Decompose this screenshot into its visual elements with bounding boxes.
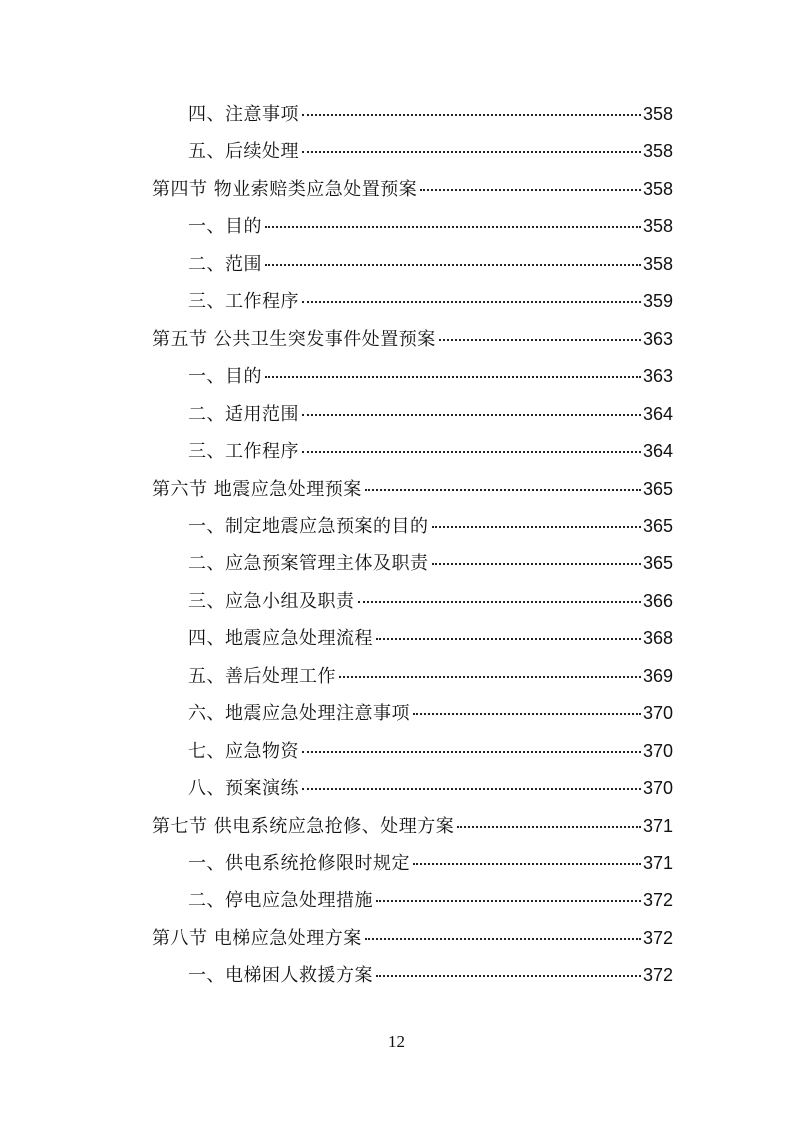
toc-dot-leader (302, 751, 641, 753)
toc-entry-page: 364 (642, 403, 673, 424)
toc-section-entry[interactable] (152, 811, 673, 841)
toc-dot-leader (265, 226, 641, 228)
toc-dot-leader (302, 114, 641, 116)
toc-subsection-entry[interactable] (188, 848, 673, 878)
toc-section-entry[interactable] (152, 923, 673, 953)
toc-entry-label: 一、制定地震应急预案的目的 (188, 515, 429, 537)
toc-dot-leader (439, 339, 641, 341)
toc-entry-page: 358 (642, 178, 673, 199)
toc-dot-leader (302, 414, 641, 416)
toc-subsection-entry[interactable] (188, 511, 673, 541)
toc-entry-page: 372 (642, 927, 673, 948)
toc-subsection-entry[interactable] (188, 548, 673, 578)
toc-dot-leader (376, 900, 641, 902)
toc-dot-leader (432, 526, 641, 528)
toc-entry-page: 366 (642, 590, 673, 611)
toc-entry-label: 二、适用范围 (188, 403, 299, 425)
toc-dot-leader (302, 451, 641, 453)
toc-dot-leader (376, 638, 641, 640)
toc-dot-leader (457, 826, 641, 828)
toc-dot-leader (365, 489, 641, 491)
toc-subsection-entry[interactable] (188, 960, 673, 990)
toc-subsection-entry[interactable] (188, 249, 673, 279)
toc-entry-page: 370 (642, 778, 673, 799)
toc-entry-page: 370 (642, 703, 673, 724)
toc-subsection-entry[interactable] (188, 773, 673, 803)
toc-dot-leader (302, 151, 641, 153)
toc-subsection-entry[interactable] (188, 211, 673, 241)
toc-subsection-entry[interactable] (188, 99, 673, 129)
toc-entry-label: 五、后续处理 (188, 141, 299, 163)
toc-subsection-entry[interactable] (188, 286, 673, 316)
toc-entry-label: 第七节 供电系统应急抢修、处理方案 (152, 815, 455, 837)
toc-entry-label: 四、地震应急处理流程 (188, 628, 373, 650)
toc-subsection-entry[interactable] (188, 736, 673, 766)
toc-entry-label: 一、目的 (188, 366, 262, 388)
toc-entry-page: 371 (642, 815, 673, 836)
toc-subsection-entry[interactable] (188, 399, 673, 429)
toc-entry-label: 二、范围 (188, 253, 262, 275)
toc-entry-label: 三、工作程序 (188, 291, 299, 313)
toc-subsection-entry[interactable] (188, 661, 673, 691)
toc-entry-label: 五、善后处理工作 (188, 665, 336, 687)
toc-dot-leader (413, 863, 641, 865)
toc-entry-page: 365 (642, 478, 673, 499)
toc-entry-page: 358 (642, 104, 673, 124)
toc-entry-label: 第四节 物业索赔类应急处置预案 (152, 178, 418, 200)
toc-subsection-entry[interactable] (188, 623, 673, 653)
toc-entry-label: 六、地震应急处理注意事项 (188, 703, 410, 725)
toc-dot-leader (432, 563, 641, 565)
toc-section-entry[interactable] (152, 324, 673, 354)
toc-entry-page: 369 (642, 665, 673, 686)
toc-entry-page: 359 (642, 291, 673, 312)
toc-entry-label: 七、应急物资 (188, 740, 299, 762)
toc-dot-leader (302, 788, 641, 790)
toc-entry-label: 第五节 公共卫生突发事件处置预案 (152, 328, 436, 350)
toc-dot-leader (358, 601, 641, 603)
toc-dot-leader (302, 301, 641, 303)
toc-entry-label: 八、预案演练 (188, 778, 299, 800)
toc-entry-label: 一、电梯困人救援方案 (188, 965, 373, 987)
toc-subsection-entry[interactable] (188, 361, 673, 391)
toc-dot-leader (265, 264, 641, 266)
toc-dot-leader (413, 713, 641, 715)
toc-section-entry[interactable] (152, 174, 673, 204)
toc-entry-label: 一、目的 (188, 216, 262, 238)
toc-section-entry[interactable] (152, 474, 673, 504)
toc-entry-label: 三、工作程序 (188, 441, 299, 463)
toc-subsection-entry[interactable] (188, 436, 673, 466)
toc-subsection-entry[interactable] (188, 586, 673, 616)
toc-entry-page: 365 (642, 553, 673, 574)
toc-entry-page: 358 (642, 216, 673, 237)
toc-entry-page: 368 (642, 628, 673, 649)
toc-entry-label: 一、供电系统抢修限时规定 (188, 853, 410, 874)
toc-entry-label: 第六节 地震应急处理预案 (152, 478, 362, 500)
toc-dot-leader (365, 938, 641, 940)
toc-dot-leader (376, 975, 641, 977)
toc-subsection-entry[interactable] (188, 885, 673, 915)
toc-dot-leader (265, 376, 641, 378)
toc-entry-page: 363 (642, 366, 673, 387)
toc-entry-page: 364 (642, 441, 673, 462)
toc-subsection-entry[interactable] (188, 136, 673, 166)
toc-entry-page: 358 (642, 253, 673, 274)
toc-entry-label: 三、应急小组及职责 (188, 590, 355, 612)
toc-entry-label: 第八节 电梯应急处理方案 (152, 927, 362, 949)
toc-entry-page: 365 (642, 515, 673, 536)
toc-entry-page: 358 (642, 141, 673, 162)
toc-entry-label: 二、停电应急处理措施 (188, 890, 373, 912)
toc-dot-leader (420, 189, 641, 191)
toc-entry-label: 二、应急预案管理主体及职责 (188, 553, 429, 575)
page-number: 12 (388, 1032, 405, 1051)
toc-subsection-entry[interactable] (188, 698, 673, 728)
toc-entry-page: 363 (642, 328, 673, 349)
toc-entry-page: 372 (642, 890, 673, 911)
toc-entry-page: 370 (642, 740, 673, 761)
toc-dot-leader (339, 676, 641, 678)
toc-entry-page: 372 (642, 965, 673, 986)
toc-entry-label: 四、注意事项 (188, 104, 299, 125)
toc-entry-page: 371 (642, 853, 673, 873)
